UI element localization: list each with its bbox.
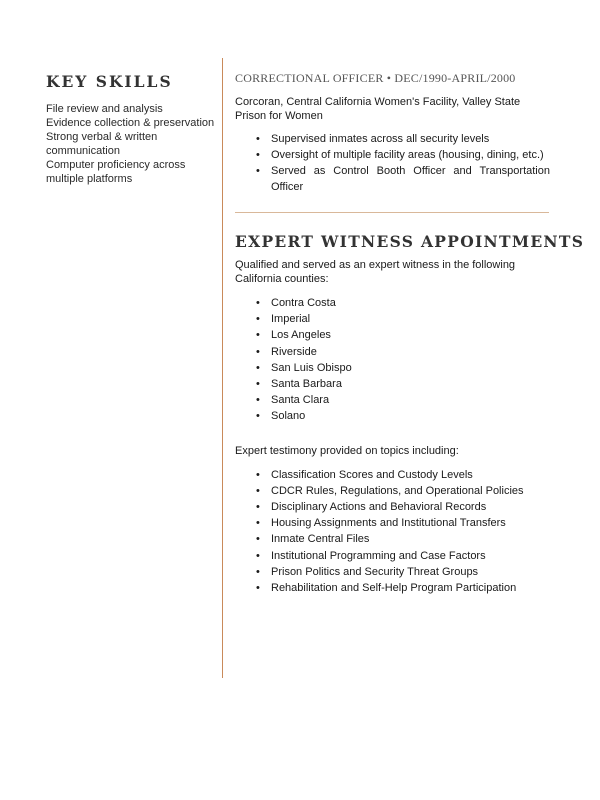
topic-item xyxy=(256,499,550,515)
topic-item xyxy=(256,564,550,580)
county-text: Riverside xyxy=(271,345,317,358)
bullet-icon: • xyxy=(256,484,260,497)
county-text: Santa Clara xyxy=(271,394,330,407)
bullet-icon: • xyxy=(256,361,260,374)
bullet-icon: • xyxy=(256,165,260,177)
duty-item xyxy=(256,131,550,147)
county-item xyxy=(256,360,550,376)
section-separator xyxy=(235,212,549,213)
topic-text: Institutional Programming and Case Factors xyxy=(271,549,486,562)
bullet-icon: • xyxy=(256,517,260,530)
duty-text: Oversight of multiple facility areas (housing, dining, etc.) xyxy=(271,149,544,161)
key-skills-heading: KEY SKILLS xyxy=(46,72,173,91)
county-item xyxy=(256,376,550,392)
county-item xyxy=(256,344,550,360)
bullet-icon: • xyxy=(256,582,260,595)
topic-item xyxy=(256,548,550,564)
bullet-icon: • xyxy=(256,329,260,342)
skill-item: File review and analysis xyxy=(46,103,163,115)
topic-text: Inmate Central Files xyxy=(271,533,370,546)
duty-item xyxy=(256,163,550,195)
county-item xyxy=(256,408,550,424)
counties-intro: Qualified and served as an expert witness in the following California counties: xyxy=(235,259,516,285)
bullet-icon: • xyxy=(256,533,260,546)
skill-item: Computer proficiency across multiple platforms xyxy=(46,159,186,185)
expert-witness-heading: EXPERT WITNESS APPOINTMENTS xyxy=(235,232,585,251)
topic-text: Disciplinary Actions and Behavioral Records xyxy=(271,501,487,514)
job-title: CORRECTIONAL OFFICER • DEC/1990-APRIL/2000 xyxy=(235,71,516,85)
bullet-icon: • xyxy=(256,345,260,358)
county-text: Imperial xyxy=(271,313,311,326)
bullet-icon: • xyxy=(256,297,260,309)
topic-item xyxy=(256,515,550,531)
bullet-icon: • xyxy=(256,549,260,562)
topic-text: Rehabilitation and Self-Help Program Participation xyxy=(271,582,517,595)
bullet-icon: • xyxy=(256,501,260,514)
county-item xyxy=(256,392,550,408)
duty-item xyxy=(256,147,550,163)
topic-item xyxy=(256,531,550,547)
county-text: Solano xyxy=(271,410,306,423)
column-divider xyxy=(222,58,223,678)
county-item xyxy=(256,295,550,311)
topics-intro: Expert testimony provided on topics including: xyxy=(235,444,459,457)
bullet-icon: • xyxy=(256,410,260,423)
duty-text: Served as Control Booth Officer and Transportation Officer xyxy=(271,165,550,193)
topic-text: Classification Scores and Custody Levels xyxy=(271,468,473,481)
topic-item xyxy=(256,580,550,596)
main-column xyxy=(235,70,585,596)
county-item xyxy=(256,327,550,343)
topics-list xyxy=(235,467,550,597)
bullet-icon: • xyxy=(256,394,260,407)
counties-list xyxy=(235,295,550,425)
spacer xyxy=(235,425,550,444)
skill-item: Strong verbal & written communication xyxy=(46,131,158,157)
bullet-icon: • xyxy=(256,468,260,481)
bullet-icon: • xyxy=(256,133,260,145)
topic-item xyxy=(256,467,550,483)
county-text: Santa Barbara xyxy=(271,378,342,391)
topic-text: Housing Assignments and Institutional Transfers xyxy=(271,517,506,530)
bullet-icon: • xyxy=(256,378,260,391)
county-item xyxy=(256,311,550,327)
job-location: Corcoran, Central California Women's Facility, Valley State Prison for Women xyxy=(235,96,521,122)
key-skills-section xyxy=(46,72,218,186)
topic-text: Prison Politics and Security Threat Groups xyxy=(271,565,479,578)
bullet-icon: • xyxy=(256,313,260,326)
county-text: Los Angeles xyxy=(271,329,331,342)
duty-text: Supervised inmates across all security levels xyxy=(271,133,490,145)
county-text: San Luis Obispo xyxy=(271,361,352,374)
skill-item: Evidence collection & preservation xyxy=(46,117,215,129)
county-text: Contra Costa xyxy=(271,297,336,309)
bullet-icon: • xyxy=(256,565,260,578)
topic-text: CDCR Rules, Regulations, and Operational Policies xyxy=(271,484,524,497)
job-duties-list xyxy=(235,131,550,195)
key-skills-list xyxy=(46,102,218,186)
bullet-icon: • xyxy=(256,149,260,161)
topic-item xyxy=(256,483,550,499)
